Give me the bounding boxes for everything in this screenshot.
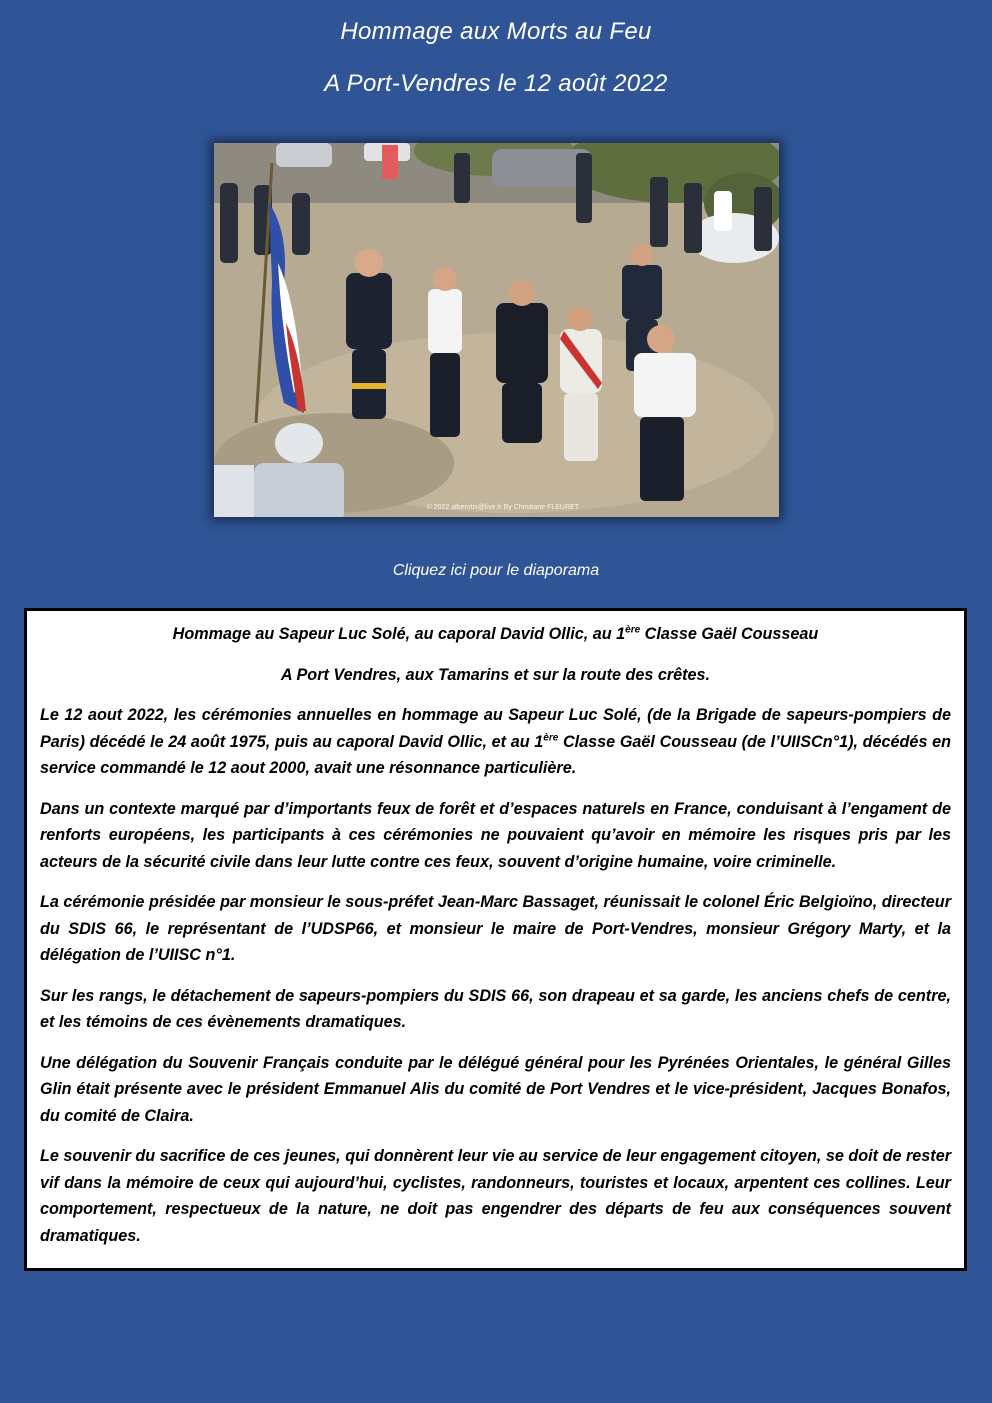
- article-paragraph-4: Sur les rangs, le détachement de sapeurs-pompiers du SDIS 66, son drapeau et sa garde, les anciens chefs de centre, et les témoins de ces évènements dramatiques.: [40, 986, 951, 1031]
- ceremony-photo[interactable]: [214, 143, 779, 517]
- article-paragraph-3: La cérémonie présidée par monsieur le sous-préfet Jean-Marc Bassaget, réunissait le colonel Éric Belgioïno, directeur du SDIS 66, le représentant de l’UDSP66, et monsieur le maire de Port-Vendres, monsieur Grégory Marty, et la délégation de l’UIISC n°1.: [40, 893, 951, 964]
- article-paragraph-2: Dans un contexte marqué par d’importants feux de forêt et d’espaces naturels en France, conduisant à l’engament de renforts européens, les participants à ces cérémonies ne pouvaient qu’avoir en mémoire les risques pris par les acteurs de la sécurité civile dans leur lutte contre ces feux, souvent d’origine humaine, voire criminelle.: [40, 799, 951, 871]
- article-paragraph-1: Le 12 aout 2022, les cérémonies annuelles en hommage au Sapeur Luc Solé, (de la Brigade de sapeurs-pompiers de Paris) décédé le 24 août 1975, puis au caporal David Ollic, et au 1ère Classe Gaël Cousseau (de l’UIISCn°1), décédés en service commandé le 12 aout 2000, avait une résonnance particulière.: [40, 706, 951, 777]
- article-box: [24, 608, 967, 1271]
- page-subtitle: A Port-Vendres le 12 août 2022: [324, 70, 668, 97]
- article-paragraph-5: Une délégation du Souvenir Français conduite par le délégué général pour les Pyrénées Orientales, le général Gilles Glin était présente avec le président Emmanuel Alis du comité de Port Vendres et le vice-président, Jacques Bonafos, du comité de Claira.: [40, 1053, 951, 1125]
- photo-credit: © 2022 alberotis@live.fr By Christiane FLEURET: [426, 504, 579, 511]
- ceremony-photo-illustration: [214, 143, 779, 517]
- diaporama-link[interactable]: Cliquez ici pour le diaporama: [392, 562, 600, 579]
- article-paragraph-6: Le souvenir du sacrifice de ces jeunes, qui donnèrent leur vie au service de leur engagement citoyen, se doit de rester vif dans la mémoire de ceux qui aujourd’hui, cyclistes, randonneurs, touristes et locaux, arpentent ces collines. Leur comportement, respectueux de la nature, ne doit pas engendrer des départs de feu aux conséquences souvent dramatiques.: [40, 1147, 951, 1245]
- article-subheading: A Port Vendres, aux Tamarins et sur la route des crêtes.: [280, 665, 711, 684]
- article-heading: Hommage au Sapeur Luc Solé, au caporal David Ollic, au 1ère Classe Gaël Cousseau: [172, 624, 819, 643]
- page-title: Hommage aux Morts au Feu: [340, 18, 652, 45]
